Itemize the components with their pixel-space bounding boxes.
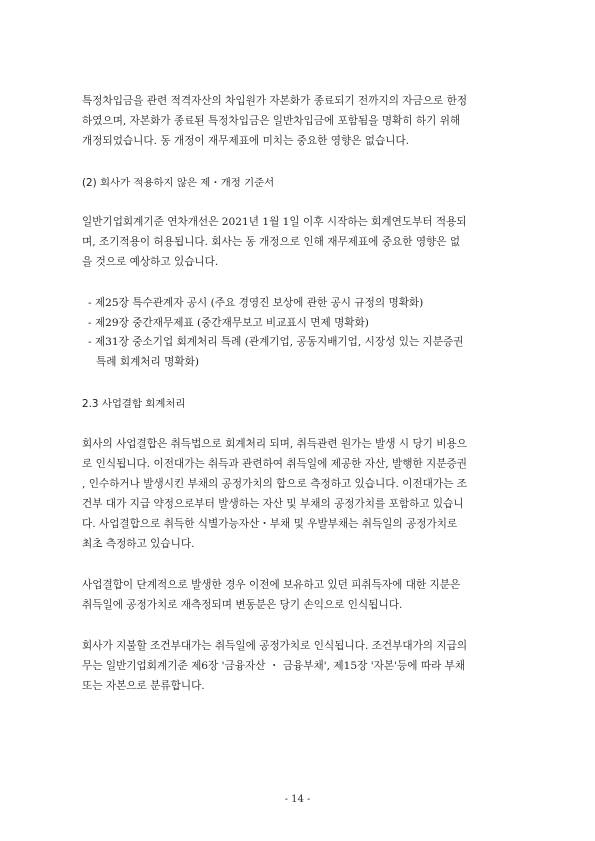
paragraph-line: 로 인식됩니다. 이전대가는 취득과 관련하여 취득일에 제공한 자산, 발행한 지분증권 (82, 458, 467, 470)
paragraph-line: 며, 조기적용이 허용됩니다. 회사는 동 개정으로 인해 재무제표에 중요한 영향은 없 (82, 236, 461, 248)
paragraph-line: 회사의 사업결합은 취득법으로 회계처리 되며, 취득관련 원가는 발생 시 당기 비용으 (82, 438, 467, 450)
paragraph-line: 또는 자본으로 분류합니다. (82, 680, 205, 692)
page-number: - 14 - (284, 794, 311, 805)
paragraph-line: 일반기업회계기준 연차개선은 2021년 1월 1일 이후 시작하는 회계연도부터 적용되 (82, 216, 467, 228)
paragraph-line: 최초 측정하고 있습니다. (82, 538, 195, 550)
paragraph-line: 취득일에 공정가치로 재측정되며 변동분은 당기 손익으로 인식됩니다. (82, 599, 403, 611)
paragraph-line: 개정되었습니다. 동 개정이 재무제표에 미치는 중요한 영향은 없습니다. (82, 135, 410, 147)
section-heading-2-3: 2.3 사업결합 회계처리 (82, 398, 186, 410)
paragraph-line: , 인수하거나 발생시킨 부채의 공정가치의 합으로 측정하고 있습니다. 이전대가는 조 (82, 478, 467, 490)
paragraph-line: 특정차입금을 관련 적격자산의 차입원가 자본화가 종료되기 전까지의 자금으로 한정 (82, 95, 468, 107)
paragraph-line: 다. 사업결합으로 취득한 식별가능자산・부채 및 우발부채는 취득일의 공정가치로 (82, 518, 458, 530)
bullet-item: - 제29장 중간재무제표 (중간재무보고 비교표시 면제 명확화) (88, 317, 369, 329)
paragraph-line: 사업결합이 단계적으로 발생한 경우 이전에 보유하고 있던 피취득자에 대한 지분은 (82, 579, 461, 591)
paragraph-line: 을 것으로 예상하고 있습니다. (82, 256, 219, 268)
bullet-item: - 제31장 중소기업 회계처리 특례 (관계기업, 공동지배기업, 시장성 있는 지분증권 (88, 336, 464, 348)
paragraph-line: 무는 일반기업회계기준 제6장 '금융자산 ・ 금융부채', 제15장 '자본'등에 따라 부채 (82, 660, 466, 672)
paragraph-line: 회사가 지불할 조건부대가는 취득일에 공정가치로 인식됩니다. 조건부대가의 지급의 (82, 640, 468, 652)
paragraph-line: 하였으며, 자본화가 종료된 특정차입금은 일반차입금에 포함됨을 명확히 하기 위해 (82, 115, 461, 127)
section-heading-2: (2) 회사가 적용하지 않은 제・개정 기준서 (82, 177, 275, 189)
bullet-item-continuation: 특례 회계처리 명확화) (96, 356, 199, 368)
paragraph-line: 건부 대가 지급 약정으로부터 발생하는 자산 및 부채의 공정가치를 포함하고 있습니 (82, 498, 464, 510)
bullet-item: - 제25장 특수관계자 공시 (주요 경영진 보상에 관한 공시 규정의 명확화) (88, 297, 424, 309)
